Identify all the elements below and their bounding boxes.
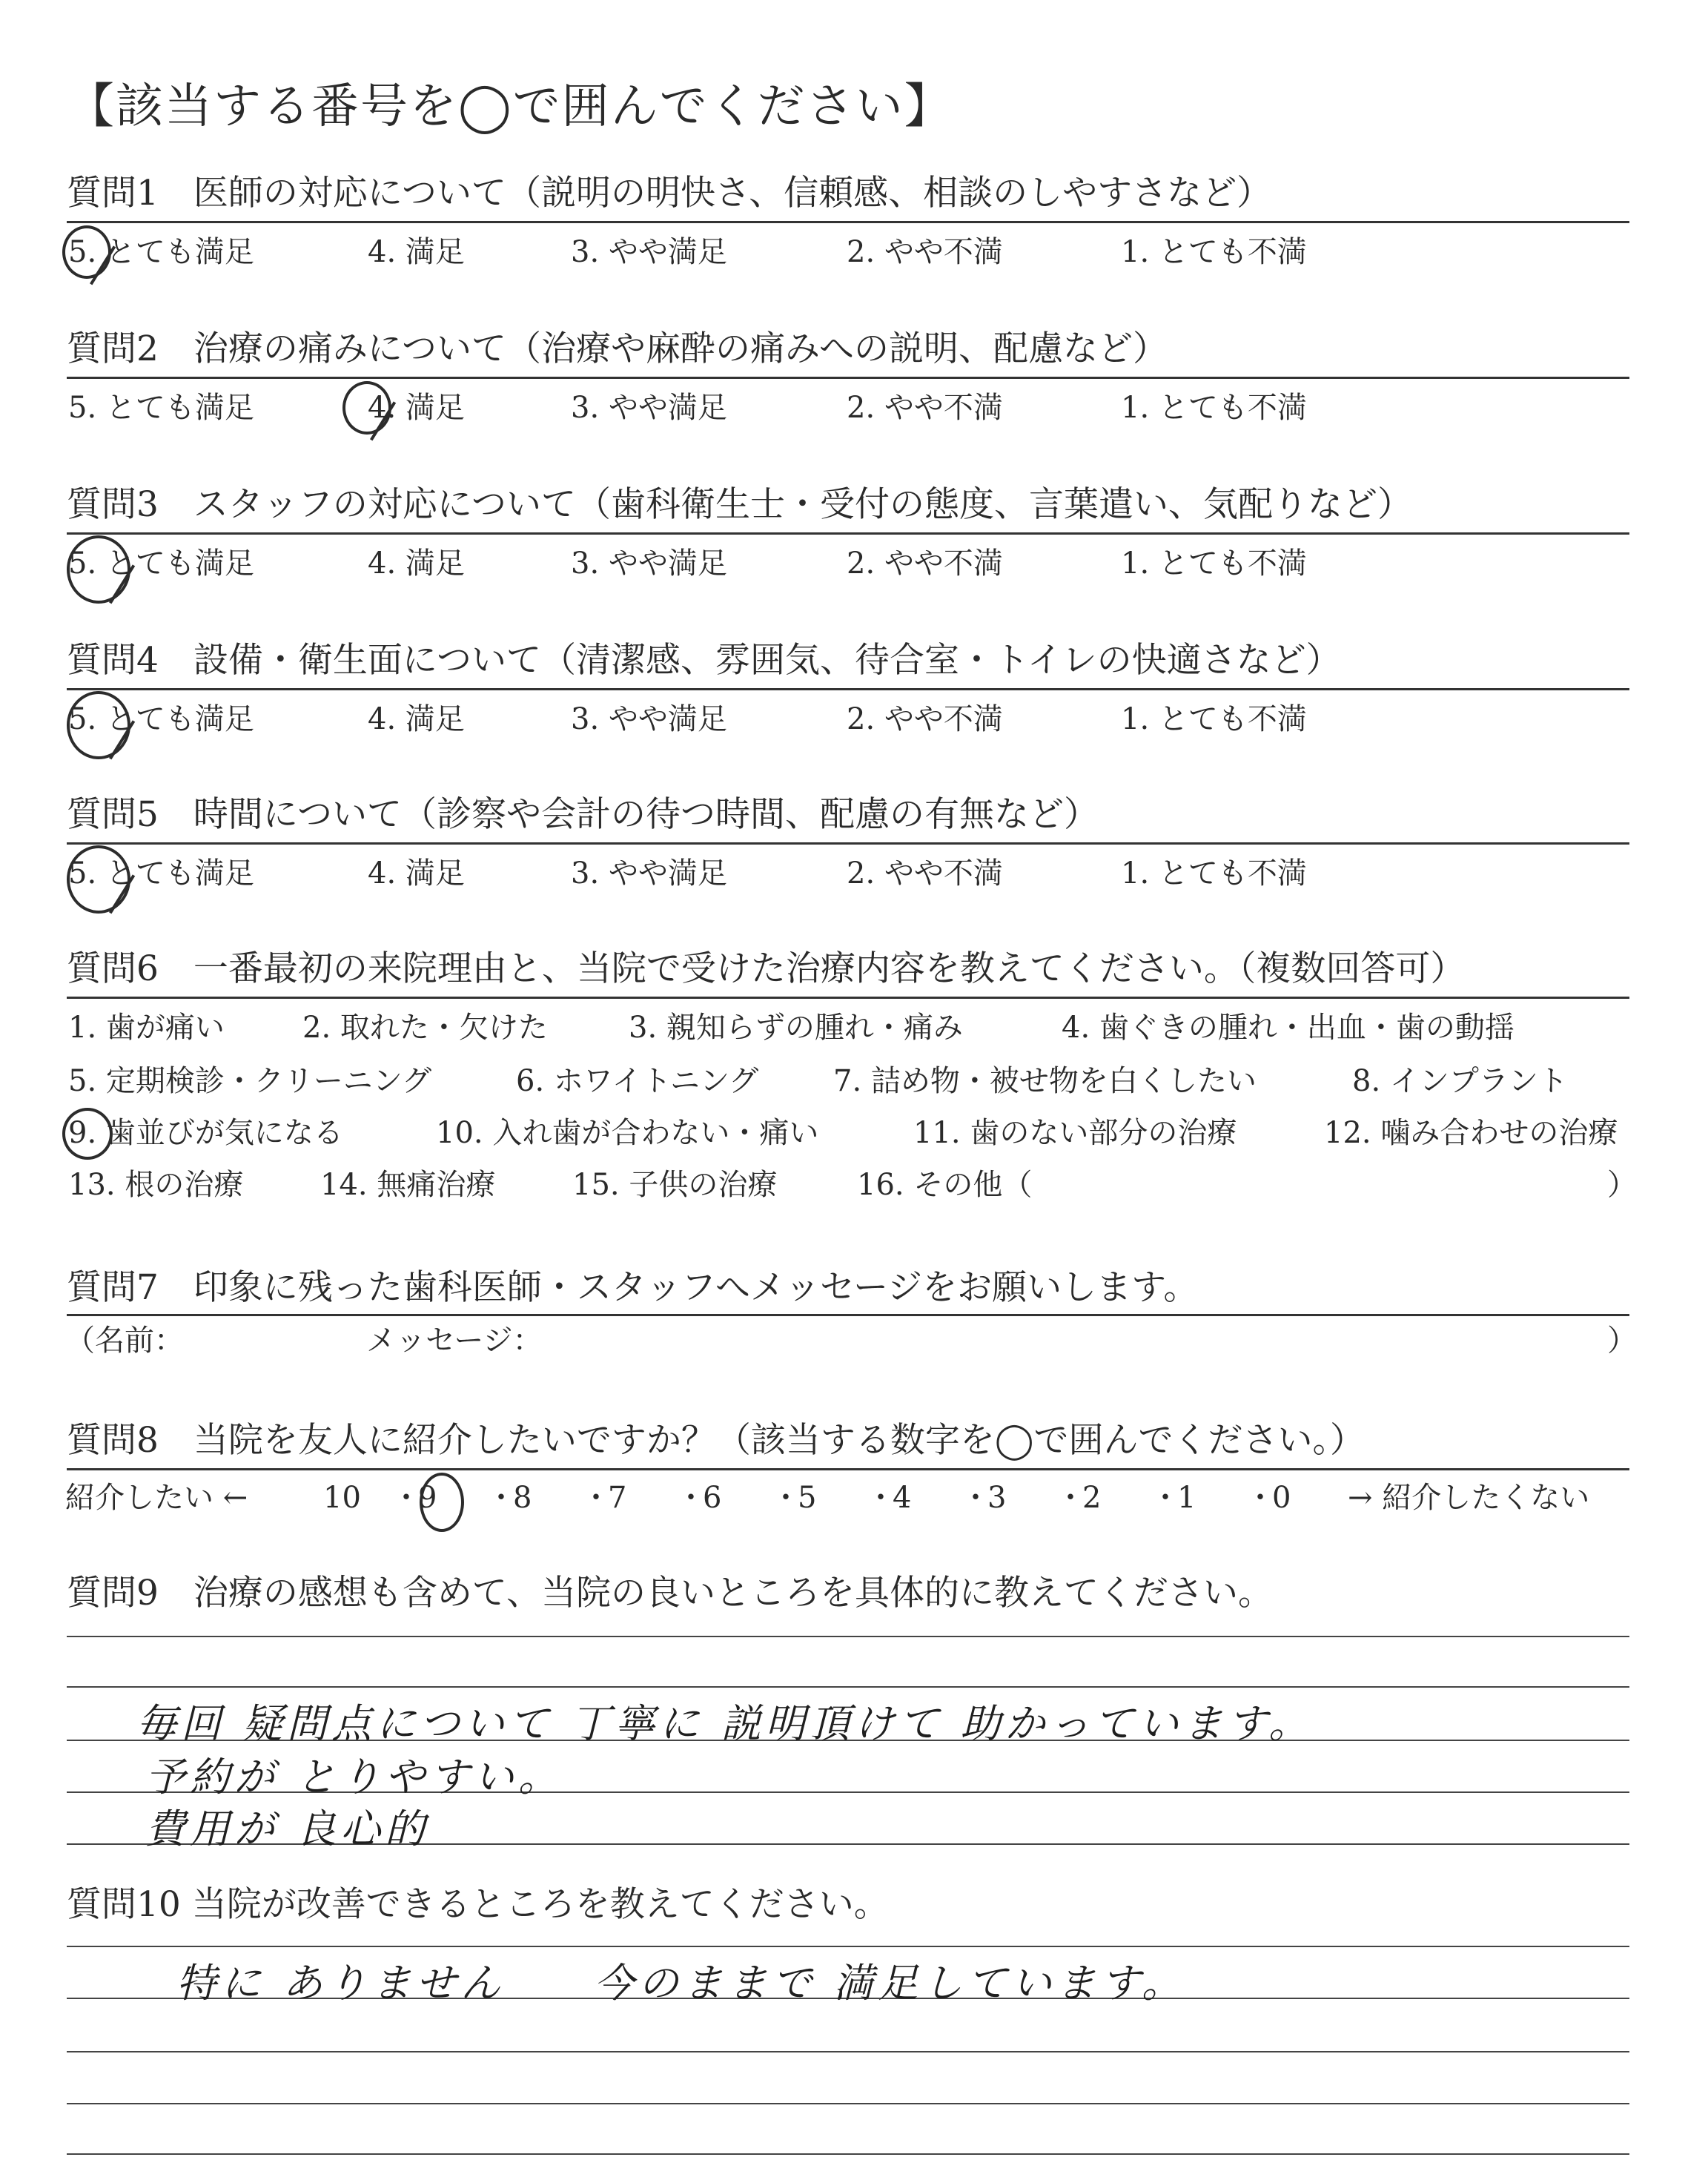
question-2: [67, 325, 1629, 374]
q6-option-15[interactable]: 15. 子供の治療: [572, 1168, 778, 1202]
q2-option-2[interactable]: 2. やや不満: [847, 391, 1003, 425]
question-7: [67, 1264, 1629, 1312]
q8-scale-separator: ・: [771, 1481, 801, 1515]
q5-option-5[interactable]: 5. とても満足: [68, 856, 254, 891]
question-3: [67, 480, 1629, 529]
q6-option-8[interactable]: 8. インプラント: [1352, 1064, 1568, 1098]
q2-option-5[interactable]: 5. とても満足: [68, 391, 254, 425]
question-4: [67, 636, 1629, 685]
q8-scale-value-2[interactable]: 2: [1082, 1481, 1102, 1515]
q9-handwritten-answer: 毎回 疑問点について 丁寧に 説明頂けて 助かっています。: [136, 1700, 1314, 1747]
q6-option-4[interactable]: 4. 歯ぐきの腫れ・出血・歯の動揺: [1062, 1011, 1515, 1045]
question-2-rule: [67, 377, 1629, 379]
q8-scale-separator: ・: [961, 1481, 990, 1515]
q3-option-1[interactable]: 1. とても不満: [1121, 546, 1307, 581]
question-5-title: 質問5 時間について（診察や会計の待つ時間、配慮の有無など）: [67, 794, 1099, 835]
q8-scale-separator: ・: [581, 1481, 611, 1515]
question-10-title: 質問10 当院が改善できるところを教えてください。: [67, 1884, 889, 1925]
q8-scale-value-0[interactable]: 0: [1272, 1481, 1291, 1515]
q7-message-label: メッセージ：: [366, 1324, 543, 1358]
q3-option-2[interactable]: 2. やや不満: [847, 546, 1003, 581]
q7-name-field[interactable]: [215, 1327, 348, 1361]
q3-option-4[interactable]: 4. 満足: [368, 546, 465, 581]
q10-answer-line: [67, 1946, 1629, 1947]
q2-option-4[interactable]: 4. 満足: [368, 391, 465, 425]
q8-scale-value-5[interactable]: 5: [798, 1481, 817, 1515]
question-6: [67, 945, 1629, 994]
q6-selection-circle: [62, 1108, 113, 1160]
q4-option-4[interactable]: 4. 満足: [368, 702, 465, 736]
question-2-title: 質問2 治療の痛みについて（治療や麻酔の痛みへの説明、配慮など）: [67, 328, 1168, 369]
q8-scale-value-4[interactable]: 4: [893, 1481, 912, 1515]
question-1: [67, 169, 1629, 218]
q1-option-2[interactable]: 2. やや不満: [847, 235, 1003, 269]
q8-scale-separator: ・: [486, 1481, 516, 1515]
q1-option-5[interactable]: 5. とても満足: [68, 235, 254, 269]
q8-scale-value-7[interactable]: 7: [608, 1481, 627, 1515]
q3-option-3[interactable]: 3. やや満足: [571, 546, 727, 581]
question-4-rule: [67, 688, 1629, 690]
question-7-title: 質問7 印象に残った歯科医師・スタッフへメッセージをお願いします。: [67, 1267, 1199, 1308]
q4-option-5[interactable]: 5. とても満足: [68, 702, 254, 736]
q8-right-label: → 紹介したくない: [1348, 1481, 1590, 1515]
q6-option-11[interactable]: 11. 歯のない部分の治療: [913, 1116, 1237, 1150]
q6-option-16[interactable]: 16. その他（: [857, 1168, 1033, 1202]
q8-scale-value-3[interactable]: 3: [987, 1481, 1007, 1515]
q9-handwritten-answer: 費用が 良心的: [145, 1806, 430, 1852]
q10-answer-line: [67, 2051, 1629, 2052]
q10-handwritten-answer: 特に ありません 今のままで 満足しています。: [176, 1960, 1187, 2007]
q2-option-1[interactable]: 1. とても不満: [1121, 391, 1307, 425]
q9-answer-line: [67, 1636, 1629, 1637]
q5-option-1[interactable]: 1. とても不満: [1121, 856, 1307, 891]
question-5-rule: [67, 842, 1629, 845]
q6-option-6[interactable]: 6. ホワイトニング: [516, 1064, 759, 1098]
q6-option-14[interactable]: 14. 無痛治療: [320, 1168, 496, 1202]
question-5: [67, 790, 1629, 839]
q6-option-9[interactable]: 9. 歯並びが気になる: [68, 1116, 343, 1150]
q8-scale-value-8[interactable]: 8: [513, 1481, 532, 1515]
q7-close-paren: ）: [1607, 1324, 1637, 1358]
question-3-title: 質問3 スタッフの対応について（歯科衛生士・受付の態度、言葉遣い、気配りなど）: [67, 484, 1412, 525]
q8-scale-separator: ・: [1151, 1481, 1180, 1515]
q8-left-label: 紹介したい ←: [65, 1481, 248, 1515]
q5-option-2[interactable]: 2. やや不満: [847, 856, 1003, 891]
q6-option-3[interactable]: 3. 親知らずの腫れ・痛み: [629, 1011, 963, 1045]
q8-scale-value-1[interactable]: 1: [1177, 1481, 1196, 1515]
q1-option-4[interactable]: 4. 満足: [368, 235, 465, 269]
q5-option-4[interactable]: 4. 満足: [368, 856, 465, 891]
q8-scale-separator: ・: [676, 1481, 706, 1515]
question-9: [67, 1569, 1629, 1618]
q6-option-7[interactable]: 7. 詰め物・被せ物を白くしたい: [833, 1064, 1257, 1098]
question-7-rule: [67, 1314, 1629, 1316]
question-9-title: 質問9 治療の感想も含めて、当院の良いところを具体的に教えてください。: [67, 1573, 1273, 1614]
q6-option-10[interactable]: 10. 入れ歯が合わない・痛い: [436, 1116, 819, 1150]
q8-scale-separator: ・: [1056, 1481, 1085, 1515]
question-8-title: 質問8 当院を友人に紹介したいですか？（該当する数字を◯で囲んでください。）: [67, 1420, 1366, 1461]
q10-answer-line: [67, 2153, 1629, 2155]
question-1-rule: [67, 221, 1629, 223]
q2-option-3[interactable]: 3. やや満足: [571, 391, 727, 425]
q8-scale-value-9[interactable]: 9: [418, 1481, 437, 1515]
question-8: [67, 1416, 1629, 1465]
q3-option-5[interactable]: 5. とても満足: [68, 546, 254, 581]
question-4-title: 質問4 設備・衛生面について（清潔感、雰囲気、待合室・トイレの快適さなど）: [67, 640, 1341, 681]
q8-scale-value-10[interactable]: 10: [323, 1481, 361, 1515]
question-6-rule: [67, 997, 1629, 999]
q6-option-1[interactable]: 1. 歯が痛い: [68, 1011, 225, 1045]
q6-option-13[interactable]: 13. 根の治療: [68, 1168, 244, 1202]
question-1-title: 質問1 医師の対応について（説明の明快さ、信頼感、相談のしやすさなど）: [67, 173, 1272, 214]
q6-option-16-close: ）: [1607, 1168, 1637, 1202]
q4-option-2[interactable]: 2. やや不満: [847, 702, 1003, 736]
q6-option-12[interactable]: 12. 噛み合わせの治療: [1324, 1116, 1618, 1150]
question-3-rule: [67, 532, 1629, 535]
q1-option-3[interactable]: 3. やや満足: [571, 235, 727, 269]
q9-answer-line: [67, 1686, 1629, 1688]
question-10: [67, 1880, 1629, 1929]
q10-answer-line: [67, 2103, 1629, 2104]
q7-name-label: （名前：: [65, 1324, 184, 1358]
q8-scale-separator: ・: [866, 1481, 896, 1515]
q9-handwritten-answer: 予約が とりやすい。: [145, 1754, 563, 1800]
q1-option-1[interactable]: 1. とても不満: [1121, 235, 1307, 269]
q8-scale-separator: ・: [391, 1481, 421, 1515]
q8-scale-value-6[interactable]: 6: [703, 1481, 722, 1515]
q4-option-3[interactable]: 3. やや満足: [571, 702, 727, 736]
q8-scale-separator: ・: [1245, 1481, 1275, 1515]
q6-option-5[interactable]: 5. 定期検診・クリーニング: [68, 1064, 432, 1098]
q4-option-1[interactable]: 1. とても不満: [1121, 702, 1307, 736]
question-6-title: 質問6 一番最初の来院理由と、当院で受けた治療内容を教えてください。（複数回答可）: [67, 948, 1466, 989]
page-title: 【該当する番号を◯で囲んでください】: [67, 79, 953, 134]
q7-message-field[interactable]: [549, 1327, 1586, 1361]
q6-option-2[interactable]: 2. 取れた・欠けた: [302, 1011, 548, 1045]
q5-option-3[interactable]: 3. やや満足: [571, 856, 727, 891]
question-8-rule: [67, 1468, 1629, 1470]
